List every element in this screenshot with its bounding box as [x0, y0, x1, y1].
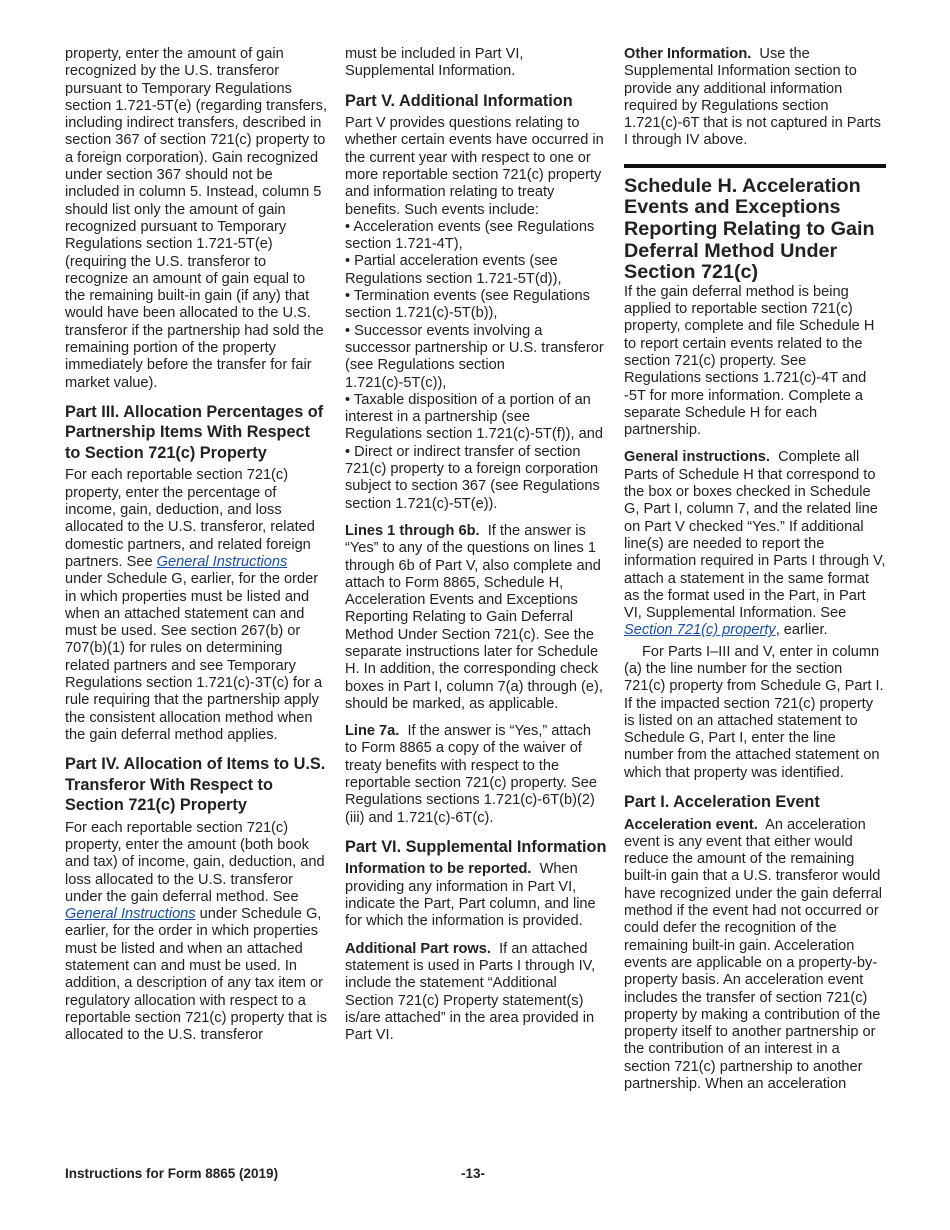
paragraph-other-information: Other Information. Use the Supplemental Information section to provide any additional information required by Regulations section 1.721(c)-6T that is not captured in Parts I through IV above. [624, 46, 881, 149]
column-right [624, 46, 886, 1103]
paragraph-part-iv: For each reportable section 721(c) property, enter the amount (both book and tax) of income, gain, deduction, and loss allocated to the U.S. transferor under the gain deferral method. See General Instructions under Schedule G, earlier, for the order in which properties must be listed and when an attached statement can and must be used. In addition, a description of any tax item or regulatory allocation with respect to a reportable section 721(c) property that is allocated to the U.S. transferor [65, 819, 328, 1044]
paragraph-lines-1-6b: Lines 1 through 6b. If the answer is “Yes” to any of the questions on lines 1 through 6b of Part V, also complete and attach to Form 8865, Schedule H, Acceleration Events and Exceptions Reporting Relating to Gain Deferral Method Under Section 721(c). See the separate instructions later for Schedule H. In addition, the corresponding check boxes in Part I, column 7(a) through (e), should be marked, as applicable. [345, 522, 603, 712]
list-item: • Direct or indirect transfer of section 721(c) property to a foreign corporation subject to section 367 (see Regulations section 1.721(c)-5T(e)). [345, 443, 600, 512]
paragraph-supplemental-cont: must be included in Part VI, Supplemental Information. [345, 46, 524, 80]
heading-schedule-h: Schedule H. Acceleration Events and Exceptions Reporting Relating to Gain Deferral Method Under Section 721(c) [624, 174, 875, 284]
paragraph-part-iii: For each reportable section 721(c) property, enter the percentage of income, gain, deduction, and loss allocated to the U.S. transferor, related domestic partners, and related foreign partners. See General Instructions under Schedule G, earlier, for the order in which properties must be listed and when an attached statement can and must be used. See section 267(b) or 707(b)(1) for rules on determining related partners and see Temporary Regulations section 1.721(c)-3T(c) for a rule requiring that the partnership apply the consistent allocation method when the gain deferral method applies. [65, 467, 323, 743]
paragraph-additional-rows: Additional Part rows. If an attached statement is used in Parts I through IV, include the statement “Additional Section 721(c) Property statement(s) is/are attached” in the area provided in Part VI. [345, 940, 596, 1044]
run-in-heading: Acceleration event. [624, 816, 758, 833]
list-item: • Partial acceleration events (see Regulations section 1.721-5T(d)), [345, 253, 562, 287]
bullet-list-events [345, 219, 607, 513]
page-number: -13- [461, 1166, 486, 1181]
heading-part-v: Part V. Additional Information [345, 91, 573, 110]
paragraph-general-instructions: General instructions. Complete all Parts of Schedule H that correspond to the box or boxes checked in Schedule G, Part I, column 7, and the related line on Part V checked “Yes.” If additional line(s) are needed to report the information required in Parts I through V, attach a statement in the same format as the format used in the Part, in Part VI, Supplemental Information. See Section 721(c) property, earlier. [624, 449, 886, 639]
footer-form-title: Instructions for Form 8865 (2019) [65, 1166, 279, 1181]
column-middle [345, 46, 607, 1054]
run-in-heading: Information to be reported. [345, 861, 532, 878]
general-instructions-link[interactable]: General Instructions [65, 906, 196, 923]
list-item: • Taxable disposition of a portion of an interest in a partnership (see Regulations section 1.721(c)-5T(f)), and [345, 391, 603, 443]
paragraph-gain-recognized: property, enter the amount of gain recognized by the U.S. transferor pursuant to Temporary Regulations section 1.721-5T(e) (regarding transfers, including indirect transfers, described in section 367 of section 721(c) property to a foreign corporation). Gain recognized under section 367 should not be included in column 5. Instead, column 5 should list only the amount of gain recognized pursuant to Temporary Regulations section 1.721-5T(e) (requiring the U.S. transferor to recognize an amount of gain equal to the remaining built-in gain (if any) that would have been allocated to the U.S. transferor if the partnership had sold the remaining portion of the property immediately before the transfer for fair market value). [65, 46, 327, 391]
column-left [65, 46, 327, 1055]
run-in-heading: Additional Part rows. [345, 940, 491, 957]
general-instructions-link[interactable]: General Instructions [156, 553, 288, 570]
run-in-heading: Lines 1 through 6b. [345, 522, 480, 539]
heading-part-vi: Part VI. Supplemental Information [345, 837, 607, 856]
heading-part-i-acceleration: Part I. Acceleration Event [624, 793, 820, 812]
heading-part-iv: Part IV. Allocation of Items to U.S. Transferor With Respect to Section 721(c) Property [65, 755, 326, 815]
paragraph-line-7a: Line 7a. If the answer is “Yes,” attach to Form 8865 a copy of the waiver of treaty benefits with respect to the reportable section 721(c) property. See Regulations sections 1.721(c)-6T(b)(2)(iii) and 1.721(c)-6T(c). [345, 723, 598, 826]
section-divider-rule [624, 164, 886, 168]
run-in-heading: Other Information. [624, 46, 752, 62]
list-item: • Termination events (see Regulations section 1.721(c)-5T(b)), [345, 288, 590, 322]
section-721c-property-link[interactable]: Section 721(c) property [624, 622, 776, 639]
paragraph-schedule-h: If the gain deferral method is being applied to reportable section 721(c) property, complete and file Schedule H to report certain events related to the section 721(c) property. See Regulations sections 1.721(c)-4T and -5T for more information. Complete a separate Schedule H for each partnership. [624, 283, 875, 439]
paragraph-parts-i-iii: For Parts I–III and V, enter in column (a) the line number for the section 721(c) property from Schedule G, Part I. If the impacted section 721(c) property is listed on an attached statement to Schedule G, Part I, enter the line number from the attached statement on which that property was identified. [624, 643, 884, 781]
list-item: • Acceleration events (see Regulations section 1.721-4T), [345, 218, 595, 253]
paragraph-part-v-intro: Part V provides questions relating to whether certain events have occurred in the current year with respect to one or more reportable section 721(c) property and information relating to treaty benefits. Such events include: [345, 115, 604, 218]
list-item: • Successor events involving a successor partnership or U.S. transferor (see Regulations section 1.721(c)-5T(c)), [345, 322, 604, 391]
run-in-heading: General instructions. [624, 449, 770, 466]
heading-part-iii: Part III. Allocation Percentages of Partnership Items With Respect to Section 721(c) Property [65, 402, 324, 462]
run-in-heading: Line 7a. [345, 723, 400, 740]
paragraph-info-reported: Information to be reported. When providing any information in Part VI, indicate the Part, Part column, and line for which the information is provided. [345, 861, 596, 930]
paragraph-acceleration-event: Acceleration event. An acceleration event is any event that either would reduce the amount of the remaining built-in gain that a U.S. transferor would have recognized under the gain deferral method if the event had not occurred or could defer the recognition of the remaining built-in gain. Acceleration events are applicable on a property-by-property basis. An acceleration event includes the transfer of section 721(c) property by making a contribution of the property itself to another partnership or the contribution of an interest in a section 721(c) partnership to another partnership. When an acceleration [624, 816, 882, 1093]
